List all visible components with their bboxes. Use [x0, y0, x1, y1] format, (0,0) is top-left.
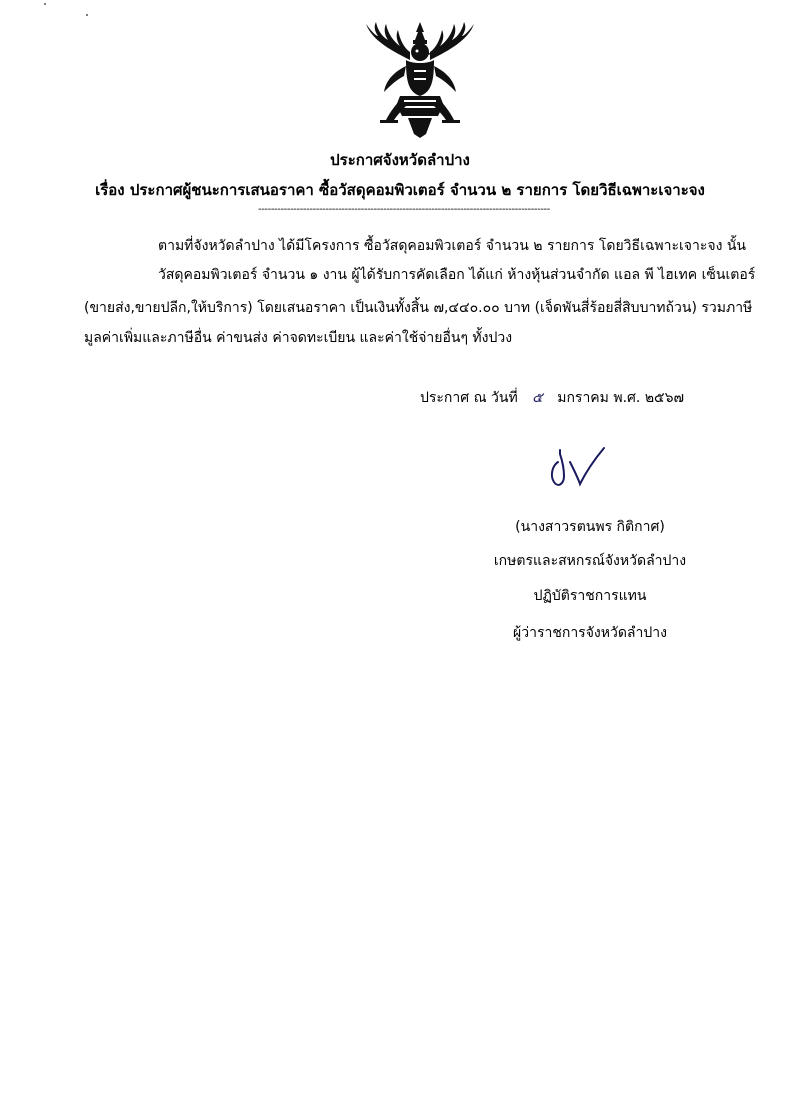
- announcement-day: ๕: [532, 390, 543, 406]
- signatory-name: (นางสาวรตนพร กิติกาศ): [515, 519, 665, 535]
- body-paragraph-line: วัสดุคอมพิวเตอร์ จำนวน ๑ งาน ผู้ได้รับการคัดเลือก ได้แก่ ห้างหุ้นส่วนจำกัด แอล พี ไฮเทค เซ็นเตอร์: [158, 267, 756, 283]
- divider-line: -------------------------------------------------------------------------------------------: [258, 205, 550, 215]
- document-title: ประกาศจังหวัดลำปาง: [330, 151, 470, 169]
- body-paragraph-line: (ขายส่ง,ขายปลีก,ให้บริการ) โดยเสนอราคา เป็นเงินทั้งสิ้น ๗,๔๔๐.๐๐ บาท (เจ็ดพันสี่ร้อยสี่สิบบาทถ้วน) รวมภาษี: [84, 300, 753, 316]
- signatory-acting: ปฏิบัติราชการแทน: [533, 588, 647, 604]
- announcement-date: [420, 387, 684, 409]
- signatory-position: เกษตรและสหกรณ์จังหวัดลำปาง: [493, 553, 687, 569]
- body-paragraph-line: มูลค่าเพิ่มและภาษีอื่น ค่าขนส่ง ค่าจดทะเบียน และค่าใช้จ่ายอื่นๆ ทั้งปวง: [84, 330, 513, 346]
- garuda-emblem-icon: [360, 20, 480, 140]
- scan-speck: [86, 14, 88, 16]
- body-paragraph-line: ตามที่จังหวัดลำปาง ได้มีโครงการ ซื้อวัสดุคอมพิวเตอร์ จำนวน ๒ รายการ โดยวิธีเฉพาะเจาะจง นั้น: [158, 238, 747, 254]
- announcement-date-prefix: ประกาศ ณ วันที่: [420, 390, 518, 406]
- document-subject: เรื่อง ประกาศผู้ชนะการเสนอราคา ซื้อวัสดุคอมพิวเตอร์ จำนวน ๒ รายการ โดยวิธีเฉพาะเจาะจง: [95, 181, 705, 199]
- handwritten-signature: [548, 440, 608, 496]
- scan-speck: [44, 3, 46, 5]
- signatory-on-behalf: ผู้ว่าราชการจังหวัดลำปาง: [513, 625, 667, 641]
- announcement-month-year: มกราคม พ.ศ. ๒๕๖๗: [557, 390, 685, 406]
